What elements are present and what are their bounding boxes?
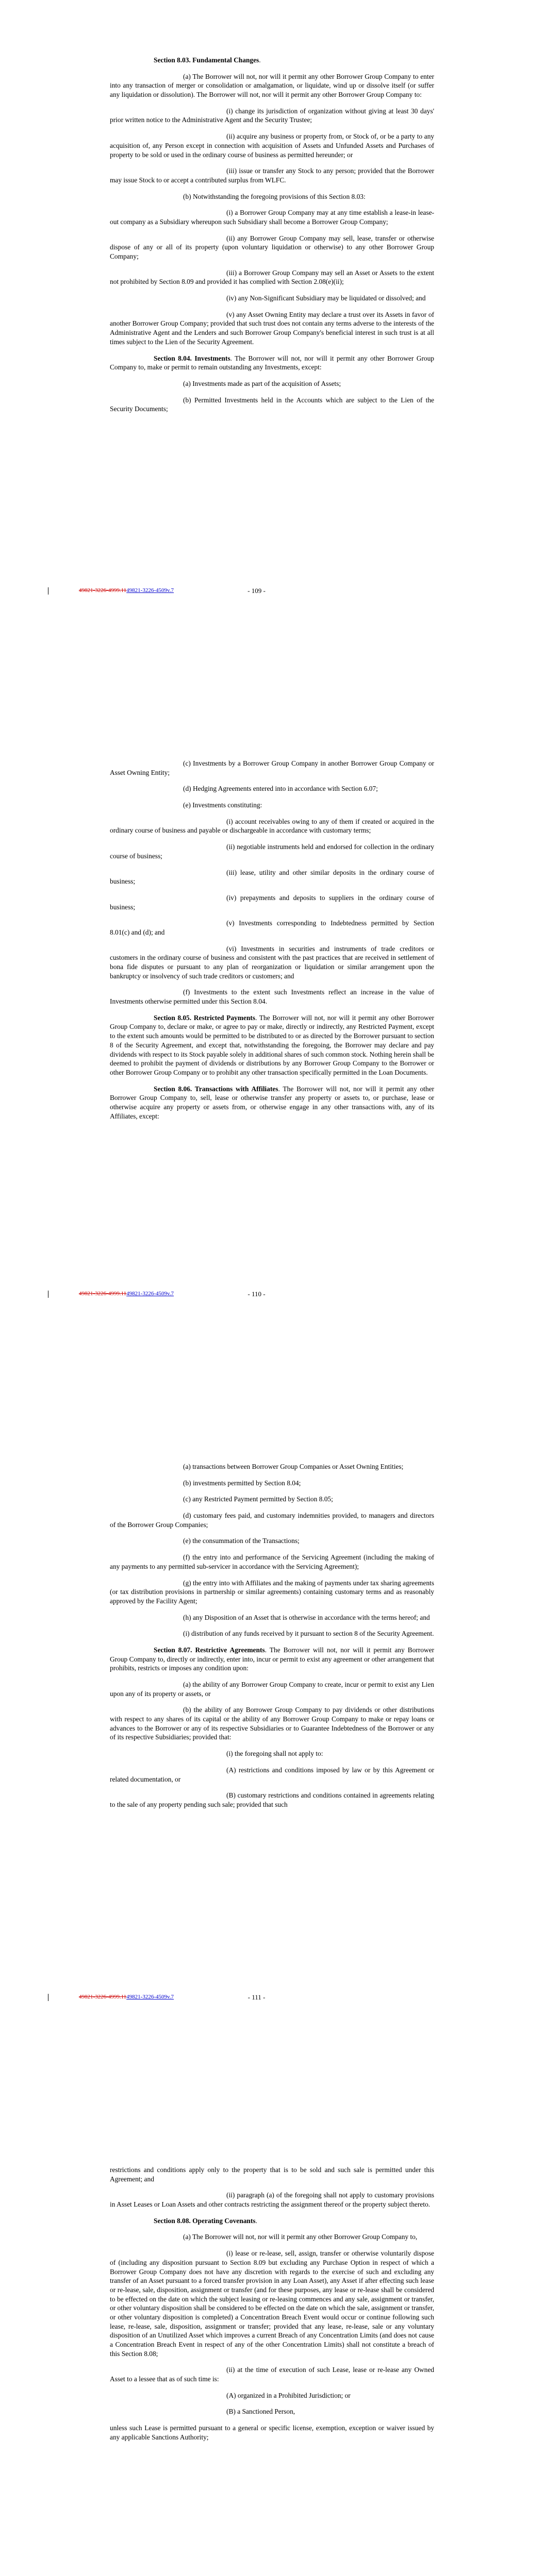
paragraph-text: (i) lease or re-lease, sell, assign, transfer or otherwise voluntarily dispose of (including any disposition pursuant to Section 8.09 but excluding any Purchase Option in respect of which a Borrower Group Company does not have any discretion with regards to the exercise of such and excluding any transfer of an Asset pursuant to a forced transfer provision in any Loan Asset), any Asset if after effecting such lease or re-lease, sale, disposition, assignment or transfer (and for these purposes, any lease or re-lease shall be considered to be effected on the date on which the subject leasing or re-leasing commences and any sale, assignment or transfer, or other voluntary disposition shall be considered to be effected on the date on which the sale, assignment or transfer, or other voluntary disposition is completed) a Concentration Breach Event would occur or continue following such lease, re-lease, sale, disposition, assignment or transfer; provided that any lease, re-lease, sale or any voluntary disposition of an Unutilized Asset which improves a current Breach of any Concentration Limits (and does not cause a Concentration Breach Event in respect of any of the other Concentration Limits) shall not constitute a breach of this Section 8.08; <box>110 2249 434 2358</box>
section-title: Section 8.06. Transactions with Affiliates <box>154 1084 278 1093</box>
paragraph-text: (h) any Disposition of an Asset that is otherwise in accordance with the terms hereof; and <box>183 1613 430 1621</box>
paragraph-text: . <box>259 56 261 64</box>
paragraph <box>110 107 434 125</box>
paragraph-text: (f) the entry into and performance of the Servicing Agreement (including the making of any payments to any permitted sub-servicer in accordance with the Servicing Agreement); <box>110 1553 434 1570</box>
paragraph-text: (B) a Sanctioned Person, <box>226 2408 295 2416</box>
paragraph-text: (i) distribution of any funds received by it pursuant to section 8 of the Security Agreement. <box>183 1630 434 1638</box>
paragraph <box>110 1495 434 1504</box>
paragraph-text: (a) transactions between Borrower Group Companies or Asset Owning Entities; <box>183 1463 404 1470</box>
paragraph-text: unless such Lease is permitted pursuant to a general or specific license, exemption, exception or waiver issued by any applicable Sanctions Authority; <box>110 2424 434 2441</box>
document-page <box>0 2110 544 2576</box>
document-page <box>0 0 544 703</box>
page-number: - 111 - <box>248 1993 266 2001</box>
paragraph-text: (ii) any Borrower Group Company may sell, lease, transfer or otherwise dispose of any or all of its property (upon voluntary liquidation or otherwise) to any other Borrower Group Company; <box>110 234 434 260</box>
paragraph <box>110 784 434 793</box>
paragraph <box>110 2165 434 2183</box>
paragraph <box>110 868 434 886</box>
paragraph <box>110 234 434 261</box>
section-heading-paragraph <box>110 354 434 372</box>
page-footer <box>79 1291 434 1297</box>
paragraph-text: (b) the ability of any Borrower Group Company to pay dividends or other distributions with respect to any shares of its capital or the ability of any Borrower Group Company to make or repay loans or advances to the Borrower or any of its respective Subsidiaries or to Guarantee Indebtedness of the Borrower or any of its respective Subsidiaries; provided that: <box>110 1706 434 1741</box>
paragraph-text: (b) investments permitted by Section 8.04; <box>183 1479 301 1487</box>
inserted-doc-id: 49821-3226-4509v.7 <box>126 1291 174 1297</box>
paragraph-text: . The Borrower will not, nor will it permit any Borrower Group Company to, directly or indirectly, enter into, incur or permit to exist any agreement or other arrangement that prohibits, restricts or imposes any condition upon: <box>110 1646 434 1672</box>
paragraph-text: (iii) issue or transfer any Stock to any person; provided that the Borrower may issue Stock to or accept a contributed surplus from WLFC. <box>110 167 434 184</box>
section-heading-paragraph <box>110 56 434 65</box>
paragraph-text: (e) the consummation of the Transactions; <box>183 1537 300 1545</box>
paragraph-text: (c) Investments by a Borrower Group Company in another Borrower Group Company or Asset Owning Entity; <box>110 759 434 776</box>
paragraph <box>110 208 434 226</box>
section-title: Section 8.05. Restricted Payments <box>154 1013 255 1022</box>
deleted-doc-id: 49821-3226-4999.11 <box>79 1291 127 1297</box>
paragraph <box>110 294 434 303</box>
paragraph <box>110 1536 434 1546</box>
inserted-doc-id: 49821-3226-4509v.7 <box>126 1994 174 2000</box>
paragraph <box>110 919 434 937</box>
paragraph-text: . The Borrower will not, nor will it permit any other Borrower Group Company to, sell, lease or otherwise transfer any property or assets to, or purchase, lease or otherwise acquire any property or assets from, or otherwise engage in any other transactions with, any of its Affiliates, except: <box>110 1084 434 1120</box>
document-page <box>0 1406 544 2110</box>
paragraph-text: (i) account receivables owing to any of them if created or acquired in the ordinary course of business and payable or dischargeable in accordance with customary terms; <box>110 817 434 835</box>
paragraph <box>110 759 434 777</box>
paragraph-text: (e) Investments constituting: <box>183 801 262 809</box>
paragraph <box>110 1749 434 1758</box>
paragraph <box>110 1629 434 1638</box>
paragraph <box>110 1766 434 1784</box>
page-number: - 110 - <box>248 1290 266 1298</box>
paragraph <box>110 988 434 1006</box>
paragraph <box>110 1791 434 1809</box>
paragraph-text: (i) change its jurisdiction of organization without giving at least 30 days' prior written notice to the Administrative Agent and the Security Trustee; <box>110 107 434 124</box>
section-title: Section 8.08. Operating Covenants <box>154 2216 256 2225</box>
paragraph <box>110 2191 434 2209</box>
page-footer <box>79 1994 434 2001</box>
paragraph-text: (f) Investments to the extent such Investments reflect an increase in the value of Investments otherwise permitted under this Section 8.04. <box>110 988 434 1006</box>
paragraph <box>110 842 434 860</box>
paragraph-text: (a) The Borrower will not, nor will it permit any other Borrower Group Company to enter into any transaction of merger or consolidation or amalgamation, or liquidate, wind up or dissolve itself (or suffer any liquidation or dissolution). The Borrower will not, nor will it permit any other Borrower Group Company to: <box>110 72 434 99</box>
paragraph <box>110 1579 434 1606</box>
paragraph <box>110 132 434 159</box>
section-heading-paragraph <box>110 1013 434 1077</box>
document-page <box>0 703 544 1406</box>
paragraph <box>110 817 434 835</box>
paragraph-text: (v) any Asset Owning Entity may declare a trust over its Assets in favor of another Borrower Group Company; provided that such trust does not contain any terms adverse to the interests of the Administrative Agent and the Lenders and such Borrower Group Company's beneficial interest in such trust is at all times subject to the Lien of the Security Agreement. <box>110 310 434 346</box>
paragraph-text: . The Borrower will not, nor will it permit any other Borrower Group Company to, make or permit to remain outstanding any Investments, except: <box>110 354 434 371</box>
paragraph <box>110 1462 434 1471</box>
paragraph-text: (i) the foregoing shall not apply to: <box>226 1750 323 1758</box>
paragraph-text: (b) Notwithstanding the foregoing provisions of this Section 8.03: <box>183 192 366 200</box>
section-heading-paragraph <box>110 2216 434 2226</box>
paragraph <box>110 2365 434 2383</box>
paragraph-text: (v) Investments corresponding to Indebtedness permitted by Section 8.01(c) and (d); and <box>110 919 434 936</box>
paragraph <box>110 893 434 911</box>
paragraph <box>110 2391 434 2400</box>
paragraph-text: (iv) any Non-Significant Subsidiary may be liquidated or dissolved; and <box>226 294 426 302</box>
paragraph-text: restrictions and conditions apply only to the property that is to be sold and such sale is permitted under this Agreement; and <box>110 2166 434 2183</box>
paragraph <box>110 1479 434 1488</box>
deleted-doc-id: 49821-3226-4999.11 <box>79 587 127 594</box>
paragraph-text: . <box>255 2216 257 2225</box>
deleted-doc-id: 49821-3226-4999.11 <box>79 1994 127 2000</box>
paragraph <box>110 192 434 201</box>
page-footer <box>79 587 434 594</box>
paragraph <box>110 1680 434 1698</box>
paragraph-text: . The Borrower will not, nor will it permit any other Borrower Group Company to, declare or make, or agree to pay or make, directly or indirectly, any Restricted Payment, except to the extent such amounts would be permitted to be distributed to or as directed by the Borrower pursuant to section 8 of the Security Agreement, and except that, notwithstanding the foregoing, the Borrower may declare and pay dividends with respect to its Stock payable solely in additional shares of such common stock. Nothing herein shall be deemed to prohibit the payment of dividends or distributions by any Borrower Group Company to the Borrower or other Borrower Group Company or to prohibit any other transaction specifically permitted in the Loan Documents. <box>110 1013 434 1076</box>
paragraph-text: (i) a Borrower Group Company may at any time establish a lease-in lease-out company as a Subsidiary whereupon such Subsidiary shall become a Borrower Group Company; <box>110 209 434 226</box>
page-number: - 109 - <box>248 587 266 595</box>
paragraph <box>110 166 434 184</box>
paragraph <box>110 1613 434 1622</box>
paragraph <box>110 801 434 810</box>
paragraph-text: (A) restrictions and conditions imposed by law or by this Agreement or related documentation, or <box>110 1766 434 1783</box>
paragraph-text: (iii) lease, utility and other similar deposits in the ordinary course of business; <box>110 868 434 886</box>
paragraph-text: (a) Investments made as part of the acquisition of Assets; <box>183 379 341 387</box>
paragraph <box>110 268 434 286</box>
section-heading-paragraph <box>110 1084 434 1121</box>
paragraph-text: (vi) Investments in securities and instruments of trade creditors or customers in the ordinary course of business and consistent with the past practices that are received in settlement of bona fide disputes or pursuant to any plan of reorganization or liquidation or similar arrangement upon the bankruptcy or insolvency of such trade creditors or customers; and <box>110 944 434 980</box>
paragraph <box>110 379 434 388</box>
paragraph-text: (A) organized in a Prohibited Jurisdiction; or <box>226 2391 351 2399</box>
paragraph-text: (ii) at the time of execution of such Lease, lease or re-lease any Owned Asset to a lessee that as of such time is: <box>110 2366 434 2383</box>
paragraph-text: (B) customary restrictions and conditions contained in agreements relating to the sale of any property pending such sale; provided that such <box>110 1791 434 1808</box>
paragraph <box>110 944 434 981</box>
paragraph-text: (d) Hedging Agreements entered into in accordance with Section 6.07; <box>183 785 378 793</box>
paragraph-text: (ii) negotiable instruments held and endorsed for collection in the ordinary course of business; <box>110 843 434 860</box>
paragraph <box>110 2249 434 2358</box>
paragraph-text: (g) the entry into with Affiliates and the making of payments under tax sharing agreements (or tax distribution provisions in partnership or similar agreements) containing customary terms and as reasonably approved by the Facility Agent; <box>110 1579 434 1605</box>
paragraph-text: (ii) acquire any business or property from, or Stock of, or be a party to any acquisition of, any Person except in connection with acquisition of Assets and Unfunded Assets and Purchases of property to be sold or used in the ordinary course of business as permitted hereunder; or <box>110 132 434 159</box>
paragraph <box>110 2424 434 2442</box>
paragraph-text: (c) any Restricted Payment permitted by Section 8.05; <box>183 1495 333 1503</box>
paragraph-text: (iii) a Borrower Group Company may sell an Asset or Assets to the extent not prohibited by Section 8.09 and provided it has complied with Section 2.08(e)(ii); <box>110 268 434 286</box>
paragraph <box>110 396 434 414</box>
section-title: Section 8.04. Investments <box>154 354 230 362</box>
paragraph <box>110 1511 434 1529</box>
paragraph <box>110 72 434 99</box>
section-title: Section 8.03. Fundamental Changes <box>154 56 259 64</box>
paragraph-text: (a) the ability of any Borrower Group Company to create, incur or permit to exist any Lien upon any of its property or assets, or <box>110 1681 434 1698</box>
paragraph-text: (iv) prepayments and deposits to suppliers in the ordinary course of business; <box>110 893 434 911</box>
paragraph <box>110 2407 434 2416</box>
inserted-doc-id: 49821-3226-4509v.7 <box>126 587 174 594</box>
paragraph <box>110 1705 434 1742</box>
section-title: Section 8.07. Restrictive Agreements <box>154 1646 265 1654</box>
paragraph <box>110 310 434 347</box>
paragraph <box>110 2232 434 2242</box>
paragraph-text: (b) Permitted Investments held in the Accounts which are subject to the Lien of the Security Documents; <box>110 396 434 413</box>
section-heading-paragraph <box>110 1646 434 1673</box>
paragraph-text: (ii) paragraph (a) of the foregoing shall not apply to customary provisions in Asset Leases or Loan Assets and other contracts restricting the assignment thereof or the property subject thereto. <box>110 2191 434 2209</box>
paragraph-text: (d) customary fees paid, and customary indemnities provided, to managers and directors of the Borrower Group Companies; <box>110 1512 434 1529</box>
paragraph <box>110 1553 434 1571</box>
paragraph-text: (a) The Borrower will not, nor will it permit any other Borrower Group Company to, <box>183 2233 418 2241</box>
